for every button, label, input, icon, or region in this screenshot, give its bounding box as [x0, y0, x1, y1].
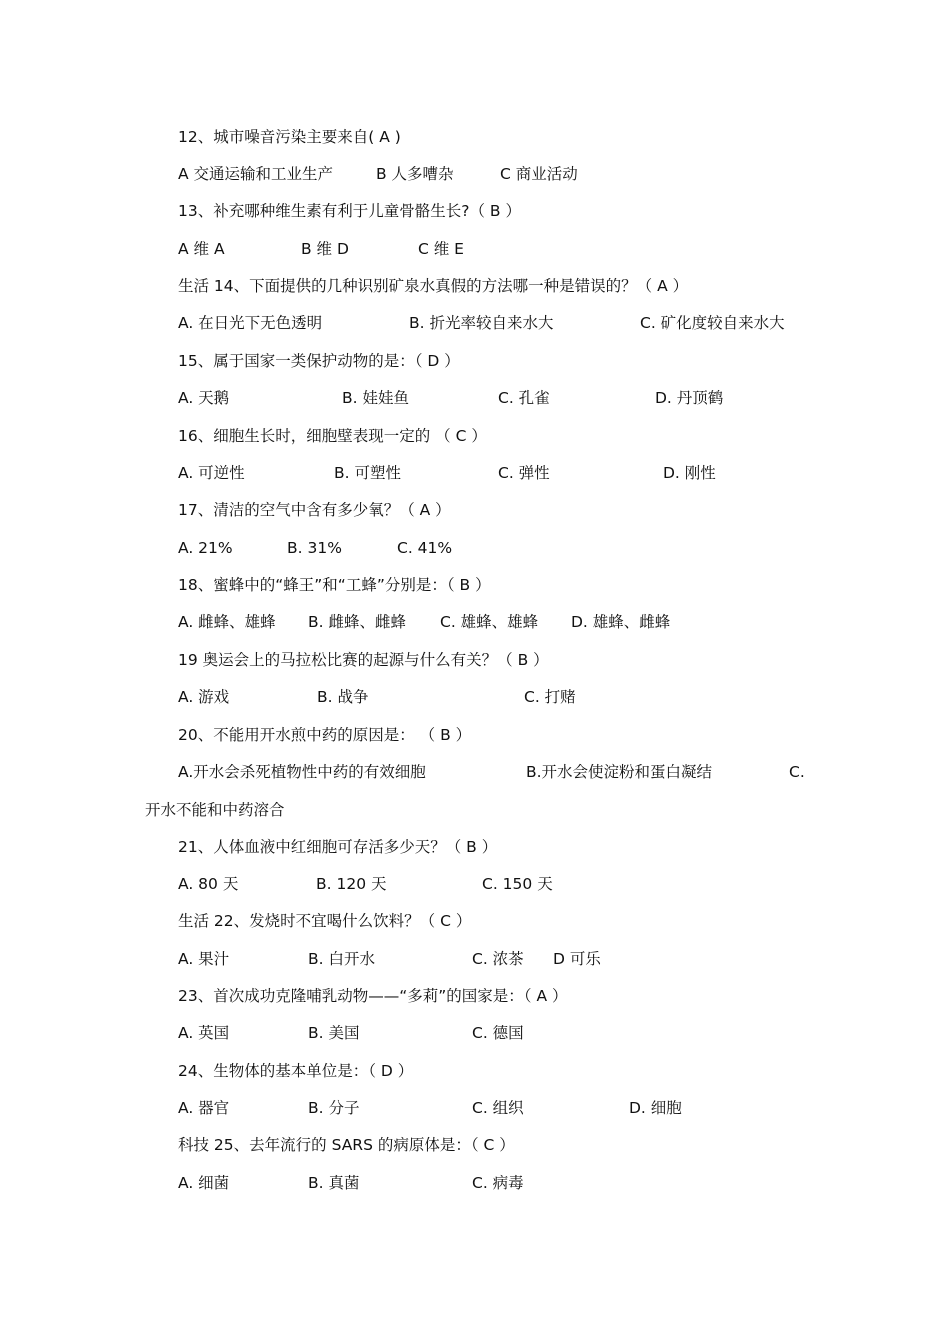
- option: C. 德国: [472, 1024, 524, 1042]
- option: A. 器官: [178, 1099, 230, 1117]
- option: C. 150 天: [482, 875, 553, 893]
- option: B. 雌蜂、雌蜂: [308, 613, 406, 631]
- option: D. 雄蜂、雌蜂: [571, 613, 671, 631]
- option: A. 21%: [178, 539, 233, 557]
- option: C 商业活动: [500, 165, 578, 183]
- question-20: 20、不能用开水煎中药的原因是： （ B ）: [178, 726, 472, 744]
- question-21: 21、人体血液中红细胞可存活多少天？（ B ）: [178, 838, 498, 856]
- question-12: 12、城市噪音污染主要来自( A ): [178, 128, 401, 146]
- option: C. 弹性: [498, 464, 550, 482]
- option: A.开水会杀死植物性中药的有效细胞: [178, 763, 426, 781]
- option: B.开水会使淀粉和蛋白凝结: [526, 763, 713, 781]
- option: A. 天鹅: [178, 389, 230, 407]
- option: B. 真菌: [308, 1174, 360, 1192]
- option: A. 游戏: [178, 688, 230, 706]
- option: A. 英国: [178, 1024, 230, 1042]
- option: B. 娃娃鱼: [342, 389, 409, 407]
- option: A. 果汁: [178, 950, 230, 968]
- question-24: 24、生物体的基本单位是：（ D ）: [178, 1062, 414, 1080]
- question-19: 19 奥运会上的马拉松比赛的起源与什么有关？（ B ）: [178, 651, 549, 669]
- option: A. 细菌: [178, 1174, 230, 1192]
- question-25: 科技 25、去年流行的 SARS 的病原体是：（ C ）: [178, 1136, 515, 1154]
- option: C. 孔雀: [498, 389, 550, 407]
- option: C. 浓茶: [472, 950, 524, 968]
- option: B 维 D: [301, 240, 349, 258]
- question-22: 生活 22、发烧时不宜喝什么饮料？（ C ）: [178, 912, 472, 930]
- option: A. 在日光下无色透明: [178, 314, 323, 332]
- question-16: 16、细胞生长时，细胞壁表现一定的 （ C ）: [178, 427, 487, 445]
- option: B. 可塑性: [334, 464, 401, 482]
- option: B. 白开水: [308, 950, 375, 968]
- option: B. 战争: [317, 688, 369, 706]
- option: C.: [789, 763, 805, 781]
- option: C. 41%: [397, 539, 453, 557]
- option: C 维 E: [418, 240, 464, 258]
- options-20-continuation: 开水不能和中药溶合: [145, 801, 285, 819]
- question-14: 生活 14、下面提供的几种识别矿泉水真假的方法哪一种是错误的？（ A ）: [178, 277, 689, 295]
- question-13: 13、补充哪种维生素有利于儿童骨骼生长?（ B ）: [178, 202, 521, 220]
- option: B. 分子: [308, 1099, 360, 1117]
- option: B. 折光率较自来水大: [409, 314, 554, 332]
- option: D. 细胞: [629, 1099, 682, 1117]
- option: D. 刚性: [663, 464, 716, 482]
- option: A 维 A: [178, 240, 225, 258]
- option: C. 打赌: [524, 688, 576, 706]
- option: A. 可逆性: [178, 464, 245, 482]
- option: B. 31%: [287, 539, 342, 557]
- option: D 可乐: [553, 950, 601, 968]
- question-15: 15、属于国家一类保护动物的是：（ D ）: [178, 352, 460, 370]
- option: A 交通运输和工业生产: [178, 165, 334, 183]
- option: B. 120 天: [316, 875, 387, 893]
- option: C. 组织: [472, 1099, 524, 1117]
- question-18: 18、蜜蜂中的“蜂王”和“工蜂”分别是：（ B ）: [178, 576, 491, 594]
- option: C. 病毒: [472, 1174, 524, 1192]
- option: C. 雄蜂、雄蜂: [440, 613, 539, 631]
- option: B. 美国: [308, 1024, 360, 1042]
- question-23: 23、首次成功克隆哺乳动物——“多莉”的国家是：（ A ）: [178, 987, 568, 1005]
- question-17: 17、清洁的空气中含有多少氧？（ A ）: [178, 501, 451, 519]
- option: B 人多嘈杂: [376, 165, 454, 183]
- option: A. 雌蜂、雄蜂: [178, 613, 276, 631]
- option: D. 丹顶鹤: [655, 389, 724, 407]
- option: A. 80 天: [178, 875, 239, 893]
- option: C. 矿化度较自来水大: [640, 314, 785, 332]
